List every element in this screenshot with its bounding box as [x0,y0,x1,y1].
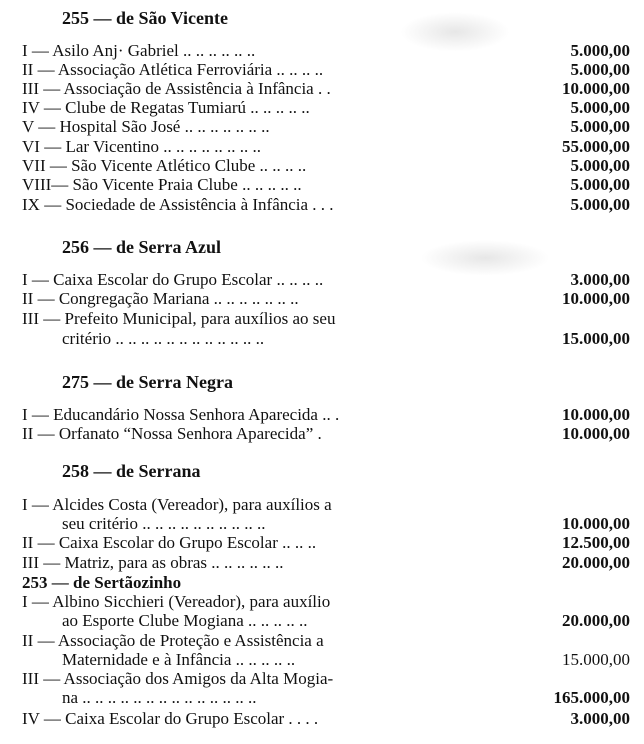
item-description: ao Esporte Clube Mogiana .. .. .. .. .. [62,611,308,630]
item-amount: 5.000,00 [570,60,630,79]
list-item [22,534,630,552]
list-item [22,157,630,175]
list-item [22,632,630,650]
item-description: II — Associação Atlética Ferroviária .. .. .. .. [22,60,324,79]
item-amount: 165.000,00 [553,688,630,707]
item-amount: 15.000,00 [562,329,630,348]
item-description: VI — Lar Vicentino .. .. .. .. .. .. .. .. [22,137,261,156]
list-item [22,574,630,592]
item-amount: 10.000,00 [562,514,630,533]
item-description: IV — Clube de Regatas Tumiarú .. .. .. .. .. [22,98,310,117]
item-description: III — Associação de Assistência à Infância . . [22,79,331,98]
subsection-heading: 253 — de Sertãozinho [22,573,182,592]
list-item [22,330,630,348]
list-item [22,554,630,572]
item-description: III — Prefeito Municipal, para auxílios ao seu [22,309,336,328]
list-item [22,670,630,688]
item-description: II — Congregação Mariana .. .. .. .. .. .. .. [22,289,299,308]
item-amount: 3.000,00 [570,709,630,728]
list-item [22,290,630,308]
item-description: VIII— São Vicente Praia Clube .. .. .. .. .. [22,175,302,194]
list-item [22,118,630,136]
list-item [22,612,630,630]
item-description: na .. .. .. .. .. .. .. .. .. .. .. .. .. .. [62,688,257,707]
item-amount: 3.000,00 [570,270,630,289]
item-description: I — Caixa Escolar do Grupo Escolar .. .. .. .. [22,270,324,289]
list-item [22,310,630,328]
list-item [22,406,630,424]
item-description: III — Matriz, para as obras .. .. .. .. .. .. [22,553,284,572]
list-item [22,176,630,194]
list-item [22,61,630,79]
section-heading: 258 — de Serrana [62,461,201,481]
list-item [22,710,630,728]
list-item [22,42,630,60]
item-amount: 20.000,00 [562,611,630,630]
item-amount: 10.000,00 [562,424,630,443]
section-heading: 275 — de Serra Negra [62,372,233,392]
list-item [22,271,630,289]
item-amount: 10.000,00 [562,289,630,308]
item-description: II — Caixa Escolar do Grupo Escolar .. .. .. [22,533,317,552]
item-description: VII — São Vicente Atlético Clube .. .. .. .. [22,156,307,175]
item-amount: 15.000,00 [562,650,630,669]
item-description: I — Albino Sicchieri (Vereador), para auxílio [22,592,331,611]
item-amount: 5.000,00 [570,41,630,60]
item-amount: 5.000,00 [570,175,630,194]
item-amount: 12.500,00 [562,533,630,552]
item-amount: 10.000,00 [562,79,630,98]
item-description: III — Associação dos Amigos da Alta Mogia- [22,669,334,688]
item-amount: 5.000,00 [570,117,630,136]
item-description: I — Alcides Costa (Vereador), para auxílios a [22,495,332,514]
item-description: I — Educandário Nossa Senhora Aparecida .. . [22,405,340,424]
item-description: I — Asilo Anj· Gabriel .. .. .. .. .. .. [22,41,256,60]
item-amount: 55.000,00 [562,137,630,156]
section-heading: 256 — de Serra Azul [62,237,221,257]
list-item [22,80,630,98]
item-description: II — Associação de Proteção e Assistência a [22,631,324,650]
item-description: IV — Caixa Escolar do Grupo Escolar . . . . [22,709,319,728]
list-item [22,593,630,611]
list-item [22,425,630,443]
list-item [22,689,630,707]
list-item [22,138,630,156]
item-amount: 5.000,00 [570,195,630,214]
item-amount: 10.000,00 [562,405,630,424]
list-item [22,496,630,514]
item-description: Maternidade e à Infância .. .. .. .. .. [62,650,296,669]
list-item [22,515,630,533]
item-amount: 5.000,00 [570,156,630,175]
item-amount: 5.000,00 [570,98,630,117]
list-item [22,99,630,117]
item-amount: 20.000,00 [562,553,630,572]
section-heading: 255 — de São Vicente [62,8,228,28]
list-item [22,651,630,669]
item-description: II — Orfanato “Nossa Senhora Aparecida” . [22,424,322,443]
item-description: IX — Sociedade de Assistência à Infância . . . [22,195,334,214]
item-description: seu critério .. .. .. .. .. .. .. .. .. .. [62,514,266,533]
list-item [22,196,630,214]
item-description: critério .. .. .. .. .. .. .. .. .. .. .. .. [62,329,265,348]
item-description: V — Hospital São José .. .. .. .. .. .. .. [22,117,270,136]
